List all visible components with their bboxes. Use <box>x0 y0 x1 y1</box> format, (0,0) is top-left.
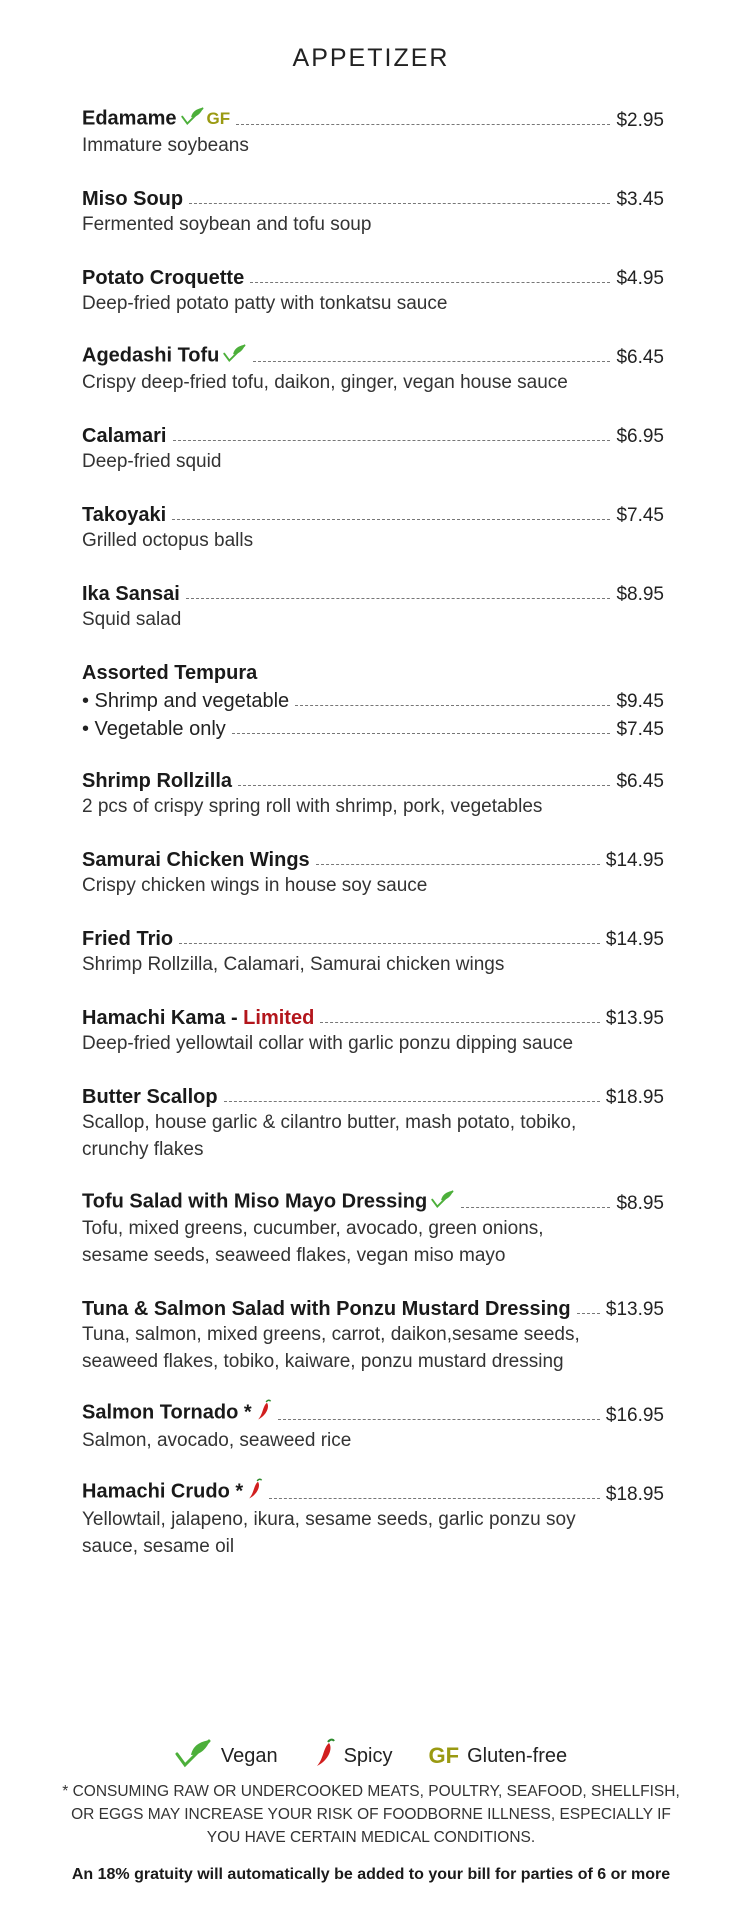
item-price: $6.95 <box>616 426 664 447</box>
item-price: $13.95 <box>605 1299 664 1320</box>
item-price: $14.95 <box>605 850 664 871</box>
item-description: Immature soybeans <box>82 135 249 156</box>
item-price: $18.95 <box>605 1087 664 1108</box>
dot-leader <box>232 733 611 734</box>
item-name: Potato Croquette <box>82 267 245 289</box>
option-price: $9.45 <box>616 691 664 712</box>
item-name: Assorted Tempura <box>82 662 258 684</box>
menu-item <box>82 765 664 820</box>
menu-item <box>82 578 664 633</box>
item-description: Shrimp Rollzilla, Calamari, Samurai chicken wings <box>82 954 505 975</box>
item-name: Hamachi Crudo * <box>82 1478 263 1506</box>
item-name: Hamachi Kama - Limited <box>82 1007 315 1029</box>
menu-item <box>82 844 664 899</box>
menu-item-header <box>82 1002 664 1030</box>
dot-leader <box>250 282 610 283</box>
item-name: Tuna & Salmon Salad with Ponzu Mustard Dressing <box>82 1298 571 1320</box>
item-description: Crispy deep-fried tofu, daikon, ginger, vegan house sauce <box>82 372 568 393</box>
menu-item <box>82 1187 664 1269</box>
menu-item-header <box>82 578 664 606</box>
item-description: Squid salad <box>82 609 182 630</box>
item-name: Shrimp Rollzilla <box>82 770 233 792</box>
dot-leader <box>253 361 610 362</box>
dot-leader <box>577 1313 600 1314</box>
section-title: APPETIZER <box>292 44 450 72</box>
menu-item <box>82 341 664 396</box>
menu-item <box>82 499 664 554</box>
dot-leader <box>189 203 610 204</box>
item-name: Calamari <box>82 425 167 447</box>
item-description: Yellowtail, jalapeno, ikura, sesame seeds, garlic ponzu soy sauce, sesame oil <box>82 1509 576 1557</box>
gf-mark: GF <box>206 109 231 129</box>
limited-tag: Limited <box>243 1007 315 1029</box>
menu-item-header <box>82 657 664 685</box>
item-name: Salmon Tornado * <box>82 1399 272 1427</box>
item-description: Deep-fried potato patty with tonkatsu sauce <box>82 293 448 314</box>
menu-item <box>82 923 664 978</box>
item-description: Crispy chicken wings in house soy sauce <box>82 875 428 896</box>
menu-item-header <box>82 1293 664 1321</box>
item-description: 2 pcs of crispy spring roll with shrimp, pork, vegetables <box>82 796 543 817</box>
dot-leader <box>295 705 610 706</box>
dot-leader <box>278 1419 600 1420</box>
item-price: $16.95 <box>605 1405 664 1426</box>
menu-item-header <box>82 262 664 290</box>
leaf-icon <box>181 106 205 132</box>
leaf-icon <box>223 343 247 369</box>
legend-vegan <box>175 1738 278 1774</box>
dot-leader <box>236 124 610 125</box>
menu-item-header <box>82 104 664 132</box>
item-name: Edamame GF <box>82 106 230 132</box>
item-price: $14.95 <box>605 929 664 950</box>
dot-leader <box>224 1101 600 1102</box>
leaf-icon <box>431 1189 455 1215</box>
item-description: Tofu, mixed greens, cucumber, avocado, green onions, sesame seeds, seaweed flakes, vegan miso mayo <box>82 1218 544 1266</box>
item-name: Tofu Salad with Miso Mayo Dressing <box>82 1189 455 1215</box>
menu-item-header <box>82 499 664 527</box>
legend-spicy <box>314 1738 393 1774</box>
dot-leader <box>461 1207 610 1208</box>
item-description: Deep-fried squid <box>82 451 222 472</box>
item-name: Miso Soup <box>82 188 184 210</box>
legend-vegan-label: Vegan <box>220 1744 278 1767</box>
menu-item <box>82 183 664 238</box>
leaf-icon <box>175 1738 213 1774</box>
menu-item <box>82 104 664 159</box>
menu-item-header <box>82 341 664 369</box>
raw-food-warning: * CONSUMING RAW OR UNDERCOOKED MEATS, POULTRY, SEAFOOD, SHELLFISH, OR EGGS MAY INCREASE YOUR RISK OF FOODBORNE ILLNESS, ESPECIALLY IF YOU HAVE CERTAIN MEDICAL CONDITIONS. <box>62 1783 680 1846</box>
item-name: Takoyaki <box>82 504 167 526</box>
dot-leader <box>179 943 600 944</box>
item-name: Agedashi Tofu <box>82 343 247 369</box>
menu-item-header <box>82 1081 664 1109</box>
item-price: $18.95 <box>605 1484 664 1505</box>
dot-leader <box>172 519 610 520</box>
menu-item <box>82 1081 664 1163</box>
dot-leader <box>238 785 610 786</box>
item-name: Ika Sansai <box>82 583 180 605</box>
item-price: $3.45 <box>616 189 664 210</box>
option-row <box>82 713 664 741</box>
item-price: $2.95 <box>616 110 664 131</box>
dot-leader <box>320 1022 600 1023</box>
menu-item <box>82 262 664 317</box>
menu-item <box>82 657 664 741</box>
gratuity-note: An 18% gratuity will automatically be added to your bill for parties of 6 or more <box>71 1866 671 1883</box>
menu-item-header <box>82 420 664 448</box>
item-description: Salmon, avocado, seaweed rice <box>82 1430 352 1451</box>
option-name: • Vegetable only <box>82 718 226 740</box>
item-price: $6.45 <box>616 771 664 792</box>
item-price: $4.95 <box>616 268 664 289</box>
item-name: Samurai Chicken Wings <box>82 849 310 871</box>
chili-pepper-icon <box>247 1478 263 1506</box>
item-description: Grilled octopus balls <box>82 530 254 551</box>
dot-leader <box>186 598 611 599</box>
menu-item <box>82 420 664 475</box>
gf-mark: GF <box>428 1743 460 1768</box>
option-price: $7.45 <box>616 719 664 740</box>
item-description: Fermented soybean and tofu soup <box>82 214 372 235</box>
menu-item-header <box>82 1478 664 1506</box>
menu-item <box>82 1478 664 1560</box>
item-description: Scallop, house garlic & cilantro butter, mash potato, tobiko, crunchy flakes <box>82 1112 577 1160</box>
item-description: Tuna, salmon, mixed greens, carrot, daikon,sesame seeds, seaweed flakes, tobiko, kaiware, ponzu mustard dressing <box>82 1324 580 1372</box>
menu-item-header <box>82 923 664 951</box>
dot-leader <box>173 440 611 441</box>
item-price: $13.95 <box>605 1008 664 1029</box>
menu-item-header <box>82 1187 664 1215</box>
dot-leader <box>269 1498 600 1499</box>
menu-item <box>82 1399 664 1454</box>
item-description: Deep-fried yellowtail collar with garlic ponzu dipping sauce <box>82 1033 574 1054</box>
menu-item-header <box>82 765 664 793</box>
chili-pepper-icon <box>256 1399 272 1427</box>
menu-item-header <box>82 1399 664 1427</box>
menu-item <box>82 1002 664 1057</box>
item-name: Butter Scallop <box>82 1086 218 1108</box>
menu-item-header <box>82 844 664 872</box>
legend-gf <box>429 1743 568 1769</box>
chili-pepper-icon <box>314 1738 336 1774</box>
legend <box>0 1738 742 1774</box>
legend-gf-label: Gluten-free <box>467 1744 568 1767</box>
appetizer-list <box>82 104 664 1584</box>
legend-spicy-label: Spicy <box>343 1744 393 1767</box>
dot-leader <box>316 864 600 865</box>
item-price: $7.45 <box>616 505 664 526</box>
menu-item-header <box>82 183 664 211</box>
menu-item <box>82 1293 664 1375</box>
item-name: Fried Trio <box>82 928 174 950</box>
item-price: $6.45 <box>616 347 664 368</box>
item-price: $8.95 <box>616 584 664 605</box>
item-price: $8.95 <box>616 1193 664 1214</box>
option-name: • Shrimp and vegetable <box>82 690 290 712</box>
option-row <box>82 685 664 713</box>
